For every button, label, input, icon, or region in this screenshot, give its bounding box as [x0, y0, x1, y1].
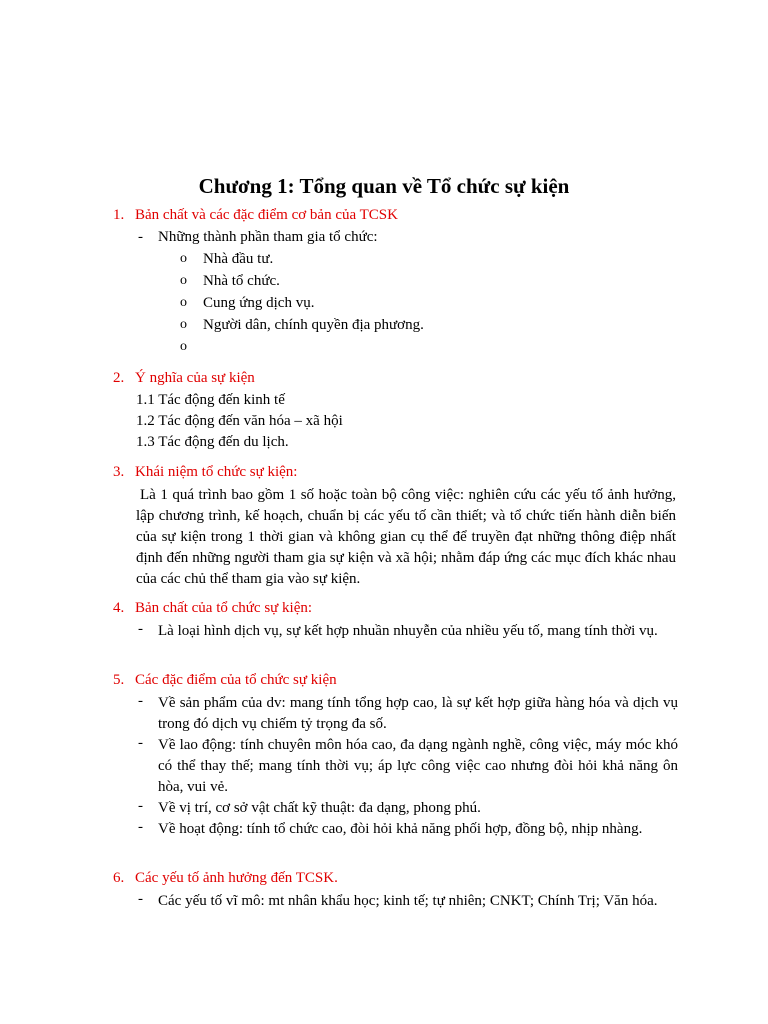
section-number: 5.: [113, 672, 125, 688]
section-3-heading: [113, 464, 297, 481]
dash-marker: -: [138, 798, 143, 814]
dash-text: Các yếu tố vĩ mô: mt nhân khẩu học; kinh tế; tự nhiên; CNKT; Chính Trị; Văn hóa.: [158, 893, 658, 909]
bullet-marker: o: [180, 295, 187, 310]
bullet-marker: o: [180, 273, 187, 288]
page-title: Chương 1: Tổng quan về Tổ chức sự kiện: [198, 174, 570, 198]
section-6-heading: [113, 870, 338, 887]
bullet-marker: o: [180, 339, 187, 354]
section-4-heading: [113, 600, 312, 617]
section-number: 1.: [113, 207, 125, 223]
bullet-marker: o: [180, 251, 187, 266]
dash-text: Về sản phẩm của dv: mang tính tổng hợp cao, là sự kết hợp giữa hàng hóa và dịch vụ trong đó dịch vụ chiếm tỷ trọng đa số.: [158, 695, 678, 732]
definition-paragraph: Là 1 quá trình bao gồm 1 số hoặc toàn bộ công việc: nghiên cứu các yếu tố ảnh hưởng, lập chương trình, kế hoạch, chuẩn bị các yếu tố cần thiết; và tổ chức tiến hành diễn biến của sự kiện trong 1 thời gian và không gian cụ thể để truyền đạt những thông điệp nhất định đến những người tham gia sự kiện và xã hội; nhằm đáp ứng các mục đích khác nhau của các chủ thể tham gia vào sự kiện.: [136, 487, 676, 587]
section-title: Bản chất và các đặc điểm cơ bản của TCSK: [135, 207, 398, 223]
bullet-marker: o: [180, 317, 187, 332]
section-number: 6.: [113, 870, 125, 886]
dash-marker: -: [138, 819, 143, 835]
section-2-heading: [113, 370, 255, 387]
dash-text: Là loại hình dịch vụ, sự kết hợp nhuần nhuyễn của nhiều yếu tố, mang tính thời vụ.: [158, 623, 658, 639]
dash-text: Về hoạt động: tính tổ chức cao, đòi hỏi khả năng phối hợp, đồng bộ, nhịp nhàng.: [158, 821, 643, 837]
bullet-text: Nhà tổ chức.: [203, 273, 280, 289]
section-title: Các yếu tố ảnh hưởng đến TCSK.: [135, 870, 338, 886]
dash-marker: -: [138, 621, 143, 637]
section-5-heading: [113, 672, 337, 689]
section-1-heading: [113, 207, 398, 224]
section-title: Khái niệm tổ chức sự kiện:: [135, 464, 298, 480]
dash-text: Về vị trí, cơ sở vật chất kỹ thuật: đa dạng, phong phú.: [158, 800, 481, 816]
dash-text: Về lao động: tính chuyên môn hóa cao, đa dạng ngành nghề, công việc, máy móc khó có thể thay thế; mang tính thời vụ; áp lực công việc cao nhưng đòi hỏi khả năng ôn hòa, vui vẻ.: [158, 737, 678, 795]
dash-marker: -: [138, 229, 143, 245]
dash-marker: -: [138, 735, 143, 751]
section-title: Bản chất của tổ chức sự kiện:: [135, 600, 313, 616]
sub-item: 1.1 Tác động đến kinh tế: [136, 392, 285, 408]
section-number: 4.: [113, 600, 125, 616]
bullet-text: Cung ứng dịch vụ.: [203, 295, 315, 311]
dash-marker: -: [138, 693, 143, 709]
sub-item: 1.2 Tác động đến văn hóa – xã hội: [136, 413, 343, 429]
dash-text: Những thành phần tham gia tổ chức:: [158, 229, 378, 245]
sub-item: 1.3 Tác động đến du lịch.: [136, 434, 289, 450]
bullet-text: Người dân, chính quyền địa phương.: [203, 317, 424, 333]
section-number: 3.: [113, 464, 125, 480]
section-title: Ý nghĩa của sự kiện: [135, 370, 255, 386]
section-number: 2.: [113, 370, 125, 386]
section-title: Các đặc điểm của tổ chức sự kiện: [135, 672, 337, 688]
dash-marker: -: [138, 891, 143, 907]
bullet-text: Nhà đầu tư.: [203, 251, 274, 267]
